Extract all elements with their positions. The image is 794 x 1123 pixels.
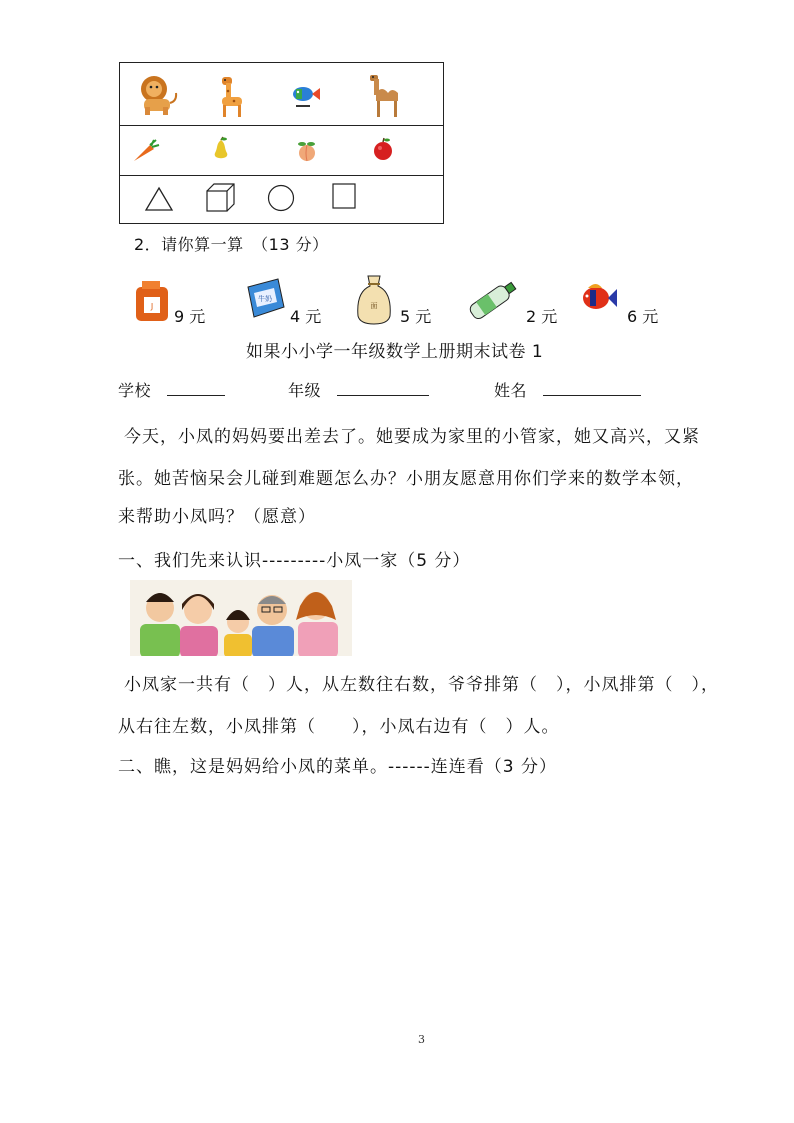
section1-heading: 一、我们先来认识---------小凤一家（5 分） xyxy=(118,551,471,571)
flour-bag-icon xyxy=(354,272,396,326)
school-field xyxy=(118,378,225,401)
svg-text:牛奶: 牛奶 xyxy=(258,295,272,303)
name-label: 姓名 xyxy=(494,381,528,400)
grade-label: 年级 xyxy=(288,381,322,400)
intro-line: 来帮助小凤吗？（愿意） xyxy=(118,507,316,527)
name-field xyxy=(494,378,641,401)
price-label: 9 元 xyxy=(174,307,206,326)
animal-row xyxy=(120,63,443,126)
grade-blank[interactable] xyxy=(337,379,429,396)
question1-line: 从右往左数，小凤排第（ ），小凤右边有（ ）人。 xyxy=(118,717,560,737)
question1-line: 小凤家一共有（ ）人，从左数往右数，爷爷排第（ ），小凤排第（ ）， xyxy=(124,675,719,695)
fruit-row xyxy=(120,126,443,176)
price-label: 2 元 xyxy=(526,307,558,326)
water-bottle-icon xyxy=(462,278,524,322)
triangle-icon xyxy=(144,186,174,212)
pear-icon xyxy=(210,136,232,164)
picture-table xyxy=(119,62,444,224)
school-label: 学校 xyxy=(118,381,152,400)
camel-icon xyxy=(364,71,406,119)
section2-heading: 二、瞧，这是妈妈给小凤的菜单。------连连看（3 分） xyxy=(118,757,558,777)
cube-icon xyxy=(204,182,236,214)
milk-carton-icon xyxy=(244,275,286,321)
section-calc-heading: 2．请你算一算 （13 分） xyxy=(134,235,329,254)
page-number: 3 xyxy=(418,1033,425,1046)
lion-icon xyxy=(136,73,178,117)
price-label: 5 元 xyxy=(400,307,432,326)
grade-field xyxy=(288,378,429,401)
carrot-icon xyxy=(130,139,160,163)
juice-box-icon xyxy=(132,275,172,325)
family-picture xyxy=(130,580,352,656)
square-icon xyxy=(331,182,357,212)
circle-icon xyxy=(266,183,296,213)
apple-icon xyxy=(370,136,396,162)
school-blank[interactable] xyxy=(167,379,225,396)
exam-title: 如果小小学一年级数学上册期末试卷 1 xyxy=(246,342,544,362)
intro-line: 今天，小凤的妈妈要出差去了。她要成为家里的小管家，她又高兴，又紧 xyxy=(124,427,700,447)
toy-fish-icon xyxy=(578,280,618,316)
giraffe-icon xyxy=(212,69,246,119)
svg-text:面: 面 xyxy=(370,302,378,310)
price-label: 6 元 xyxy=(627,307,659,326)
intro-line: 张。她苦恼呆会儿碰到难题怎么办？小朋友愿意用你们学来的数学本领， xyxy=(118,469,694,489)
peach-icon xyxy=(294,139,320,163)
family-illustration xyxy=(130,580,352,656)
shape-row xyxy=(120,176,443,224)
price-label: 4 元 xyxy=(290,307,322,326)
fish-icon xyxy=(290,83,322,109)
svg-text:J: J xyxy=(150,302,154,311)
name-blank[interactable] xyxy=(543,379,641,396)
